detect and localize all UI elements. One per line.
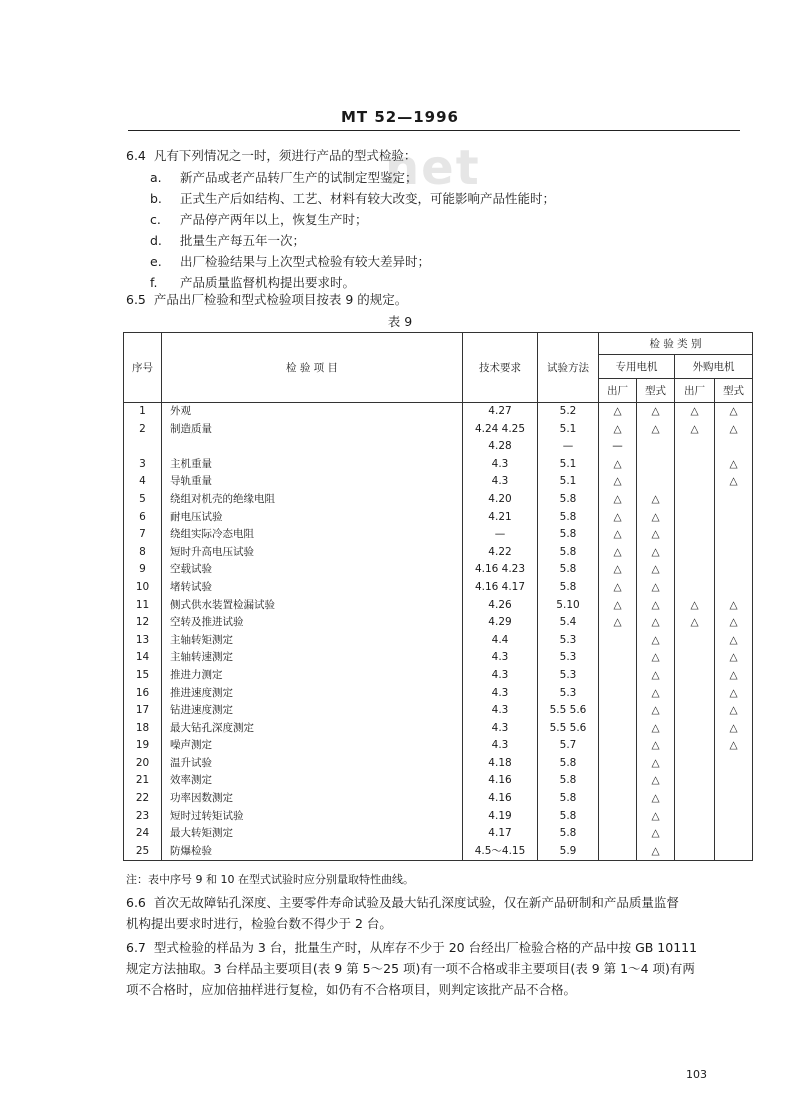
cell-purchased-type: △ bbox=[715, 720, 753, 738]
cell-item: 最大转矩测定 bbox=[162, 825, 463, 843]
cell-req: 4.21 bbox=[463, 509, 538, 527]
cell-seq: 7 bbox=[124, 526, 162, 544]
table-row bbox=[124, 526, 753, 544]
table-row bbox=[124, 667, 753, 685]
cell-req: 4.26 bbox=[463, 597, 538, 615]
cell-seq: 2 bbox=[124, 421, 162, 439]
table-row bbox=[124, 825, 753, 843]
cell-seq: 21 bbox=[124, 772, 162, 790]
cell-special-factory bbox=[599, 790, 637, 808]
cell-purchased-type: △ bbox=[715, 473, 753, 491]
section-text: 产品出厂检验和型式检验项目按表 9 的规定。 bbox=[153, 292, 408, 307]
col-header-factory: 出厂 bbox=[599, 379, 637, 403]
cell-req: 4.3 bbox=[463, 456, 538, 474]
header-rule bbox=[128, 130, 740, 131]
cell-req: — bbox=[463, 526, 538, 544]
cell-purchased-factory bbox=[675, 755, 715, 773]
cell-method: 5.8 bbox=[538, 526, 599, 544]
cell-req: 4.24 4.25 bbox=[463, 421, 538, 439]
cell-special-type: △ bbox=[637, 790, 675, 808]
table-row bbox=[124, 737, 753, 755]
cell-req: 4.4 bbox=[463, 632, 538, 650]
cell-purchased-factory bbox=[675, 632, 715, 650]
cell-seq: 13 bbox=[124, 632, 162, 650]
cell-purchased-factory: △ bbox=[675, 614, 715, 632]
cell-purchased-type: △ bbox=[715, 632, 753, 650]
cell-special-factory bbox=[599, 685, 637, 703]
cell-seq: 14 bbox=[124, 649, 162, 667]
cell-purchased-type: △ bbox=[715, 702, 753, 720]
table-row bbox=[124, 632, 753, 650]
list-item: f. 产品质量监督机构提出要求时。 bbox=[150, 275, 356, 290]
cell-req: 4.20 bbox=[463, 491, 538, 509]
cell-item: 空载试验 bbox=[162, 561, 463, 579]
cell-special-type: △ bbox=[637, 491, 675, 509]
col-header-seq: 序号 bbox=[124, 333, 162, 403]
table-row bbox=[124, 843, 753, 861]
cell-method: 5.10 bbox=[538, 597, 599, 615]
cell-req: 4.3 bbox=[463, 720, 538, 738]
cell-method: 5.8 bbox=[538, 772, 599, 790]
col-header-purchased: 外购电机 bbox=[675, 355, 753, 379]
cell-method: 5.8 bbox=[538, 808, 599, 826]
cell-special-factory: △ bbox=[599, 544, 637, 562]
cell-special-type: △ bbox=[637, 579, 675, 597]
table-row bbox=[124, 421, 753, 439]
cell-purchased-factory: △ bbox=[675, 421, 715, 439]
cell-item: 绕组对机壳的绝缘电阻 bbox=[162, 491, 463, 509]
cell-purchased-factory bbox=[675, 772, 715, 790]
cell-method: 5.2 bbox=[538, 403, 599, 421]
table-row bbox=[124, 456, 753, 474]
cell-special-factory bbox=[599, 702, 637, 720]
cell-purchased-type: △ bbox=[715, 403, 753, 421]
cell-method: 5.8 bbox=[538, 544, 599, 562]
cell-seq: 25 bbox=[124, 843, 162, 861]
cell-seq: 10 bbox=[124, 579, 162, 597]
section-number: 6.4 bbox=[126, 148, 146, 163]
cell-purchased-type: △ bbox=[715, 737, 753, 755]
cell-method: 5.8 bbox=[538, 790, 599, 808]
cell-purchased-factory bbox=[675, 491, 715, 509]
section-6-6 bbox=[126, 893, 679, 913]
cell-method: 5.8 bbox=[538, 509, 599, 527]
cell-purchased-type bbox=[715, 491, 753, 509]
cell-special-type: △ bbox=[637, 825, 675, 843]
cell-special-type: △ bbox=[637, 421, 675, 439]
cell-special-factory: △ bbox=[599, 403, 637, 421]
paragraph-line: 规定方法抽取。3 台样品主要项目(表 9 第 5～25 项)有一项不合格或非主要项目(表 9 第 1～4 项)有两 bbox=[126, 961, 695, 976]
cell-item: 外观 bbox=[162, 403, 463, 421]
cell-purchased-factory bbox=[675, 544, 715, 562]
cell-method: 5.8 bbox=[538, 491, 599, 509]
cell-req: 4.16 bbox=[463, 790, 538, 808]
cell-item: 噪声测定 bbox=[162, 737, 463, 755]
paragraph-line: 项不合格时，应加倍抽样进行复检，如仍有不合格项目，则判定该批产品不合格。 bbox=[126, 982, 577, 997]
cell-purchased-factory bbox=[675, 456, 715, 474]
cell-purchased-type: △ bbox=[715, 421, 753, 439]
section-number: 6.6 bbox=[126, 895, 146, 910]
watermark: net bbox=[385, 140, 481, 196]
cell-req: 4.16 4.23 bbox=[463, 561, 538, 579]
cell-special-type: △ bbox=[637, 509, 675, 527]
section-number: 6.7 bbox=[126, 940, 146, 955]
cell-purchased-factory bbox=[675, 561, 715, 579]
cell-seq: 17 bbox=[124, 702, 162, 720]
cell-method: 5.9 bbox=[538, 843, 599, 861]
cell-seq: 3 bbox=[124, 456, 162, 474]
cell-special-type: △ bbox=[637, 702, 675, 720]
cell-item: 效率测定 bbox=[162, 772, 463, 790]
cell-item: 主轴转速测定 bbox=[162, 649, 463, 667]
cell-item: 侧式供水装置检漏试验 bbox=[162, 597, 463, 615]
table-row bbox=[124, 649, 753, 667]
table-row bbox=[124, 685, 753, 703]
cell-purchased-type bbox=[715, 438, 753, 456]
col-header-type: 型式 bbox=[637, 379, 675, 403]
cell-special-type bbox=[637, 473, 675, 491]
table-row bbox=[124, 614, 753, 632]
list-item: a. 新产品或老产品转厂生产的试制定型鉴定； bbox=[150, 170, 418, 185]
list-item: b. 正式生产后如结构、工艺、材料有较大改变，可能影响产品性能时； bbox=[150, 191, 556, 206]
cell-purchased-type bbox=[715, 509, 753, 527]
cell-req: 4.17 bbox=[463, 825, 538, 843]
cell-purchased-type: △ bbox=[715, 685, 753, 703]
cell-special-type: △ bbox=[637, 649, 675, 667]
table-row bbox=[124, 438, 753, 456]
cell-special-factory bbox=[599, 667, 637, 685]
cell-purchased-factory bbox=[675, 825, 715, 843]
cell-item: 功率因数测定 bbox=[162, 790, 463, 808]
cell-seq: 5 bbox=[124, 491, 162, 509]
cell-req: 4.3 bbox=[463, 702, 538, 720]
cell-seq: 19 bbox=[124, 737, 162, 755]
table-row bbox=[124, 702, 753, 720]
table-row bbox=[124, 808, 753, 826]
cell-req: 4.29 bbox=[463, 614, 538, 632]
cell-purchased-type bbox=[715, 790, 753, 808]
cell-purchased-type bbox=[715, 843, 753, 861]
cell-item: 短时升高电压试验 bbox=[162, 544, 463, 562]
cell-req: 4.22 bbox=[463, 544, 538, 562]
cell-purchased-type bbox=[715, 825, 753, 843]
col-header-item: 检 验 项 目 bbox=[162, 333, 463, 403]
cell-special-factory: △ bbox=[599, 421, 637, 439]
cell-purchased-factory bbox=[675, 720, 715, 738]
cell-special-type: △ bbox=[637, 544, 675, 562]
cell-method: 5.5 5.6 bbox=[538, 702, 599, 720]
cell-req: 4.3 bbox=[463, 473, 538, 491]
cell-method: 5.8 bbox=[538, 825, 599, 843]
cell-method: 5.1 bbox=[538, 421, 599, 439]
cell-item: 防爆检验 bbox=[162, 843, 463, 861]
cell-seq: 24 bbox=[124, 825, 162, 843]
cell-seq: 1 bbox=[124, 403, 162, 421]
cell-special-type: △ bbox=[637, 597, 675, 615]
cell-special-factory: △ bbox=[599, 509, 637, 527]
cell-item: 短时过转矩试验 bbox=[162, 808, 463, 826]
cell-purchased-type: △ bbox=[715, 667, 753, 685]
cell-purchased-factory bbox=[675, 526, 715, 544]
paragraph-line: 型式检验的样品为 3 台，批量生产时，从库存不少于 20 台经出厂检验合格的产品中按 GB 10111 bbox=[153, 940, 698, 955]
cell-item: 钻进速度测定 bbox=[162, 702, 463, 720]
cell-special-factory bbox=[599, 632, 637, 650]
table-body bbox=[124, 403, 753, 861]
table-row bbox=[124, 473, 753, 491]
cell-seq: 18 bbox=[124, 720, 162, 738]
cell-method: 5.1 bbox=[538, 473, 599, 491]
cell-special-factory bbox=[599, 772, 637, 790]
cell-seq: 15 bbox=[124, 667, 162, 685]
cell-req: 4.5～4.15 bbox=[463, 843, 538, 861]
cell-special-type: △ bbox=[637, 685, 675, 703]
table-row bbox=[124, 561, 753, 579]
table-row bbox=[124, 597, 753, 615]
cell-item: 主轴转矩测定 bbox=[162, 632, 463, 650]
cell-special-type: △ bbox=[637, 737, 675, 755]
cell-special-type: △ bbox=[637, 843, 675, 861]
cell-method: 5.3 bbox=[538, 667, 599, 685]
table-row bbox=[124, 772, 753, 790]
cell-seq: 11 bbox=[124, 597, 162, 615]
cell-item: 导轨重量 bbox=[162, 473, 463, 491]
cell-special-factory: △ bbox=[599, 597, 637, 615]
cell-special-factory bbox=[599, 649, 637, 667]
cell-special-type bbox=[637, 456, 675, 474]
cell-purchased-factory bbox=[675, 808, 715, 826]
cell-item: 温升试验 bbox=[162, 755, 463, 773]
cell-method: 5.8 bbox=[538, 579, 599, 597]
cell-special-factory bbox=[599, 808, 637, 826]
paragraph-line: 首次无故障钻孔深度、主要零件寿命试验及最大钻孔深度试验，仅在新产品研制和产品质量监督 bbox=[153, 895, 679, 910]
table-row bbox=[124, 544, 753, 562]
table-row bbox=[124, 790, 753, 808]
table-row bbox=[124, 403, 753, 421]
cell-seq: 12 bbox=[124, 614, 162, 632]
col-header-method: 试验方法 bbox=[538, 333, 599, 403]
table-row bbox=[124, 491, 753, 509]
cell-seq: 6 bbox=[124, 509, 162, 527]
cell-req: 4.28 bbox=[463, 438, 538, 456]
cell-item: 绕组实际冷态电阻 bbox=[162, 526, 463, 544]
cell-special-type: △ bbox=[637, 561, 675, 579]
cell-seq: 4 bbox=[124, 473, 162, 491]
cell-special-factory: △ bbox=[599, 526, 637, 544]
cell-special-type: △ bbox=[637, 772, 675, 790]
cell-seq: 9 bbox=[124, 561, 162, 579]
col-header-special: 专用电机 bbox=[599, 355, 675, 379]
table-caption: 表 9 bbox=[387, 314, 413, 329]
cell-seq: 23 bbox=[124, 808, 162, 826]
cell-purchased-type: △ bbox=[715, 649, 753, 667]
cell-req: 4.3 bbox=[463, 667, 538, 685]
cell-seq: 22 bbox=[124, 790, 162, 808]
cell-special-type: △ bbox=[637, 720, 675, 738]
cell-method: — bbox=[538, 438, 599, 456]
cell-method: 5.3 bbox=[538, 632, 599, 650]
cell-purchased-factory bbox=[675, 737, 715, 755]
table-note: 注：表中序号 9 和 10 在型式试验时应分别量取特性曲线。 bbox=[126, 873, 414, 886]
cell-req: 4.3 bbox=[463, 649, 538, 667]
cell-special-factory bbox=[599, 825, 637, 843]
cell-req: 4.16 bbox=[463, 772, 538, 790]
cell-seq bbox=[124, 438, 162, 456]
col-header-factory: 出厂 bbox=[675, 379, 715, 403]
cell-purchased-factory bbox=[675, 843, 715, 861]
cell-purchased-factory bbox=[675, 790, 715, 808]
cell-req: 4.3 bbox=[463, 685, 538, 703]
cell-purchased-factory bbox=[675, 473, 715, 491]
inspection-table bbox=[123, 332, 753, 861]
cell-special-type: △ bbox=[637, 755, 675, 773]
cell-special-factory: △ bbox=[599, 491, 637, 509]
page-header: MT 52—1996 bbox=[340, 108, 459, 126]
cell-special-factory bbox=[599, 720, 637, 738]
cell-purchased-type bbox=[715, 544, 753, 562]
cell-purchased-factory: △ bbox=[675, 597, 715, 615]
cell-seq: 20 bbox=[124, 755, 162, 773]
cell-special-type bbox=[637, 438, 675, 456]
cell-req: 4.27 bbox=[463, 403, 538, 421]
section-number: 6.5 bbox=[126, 292, 146, 307]
cell-method: 5.1 bbox=[538, 456, 599, 474]
cell-special-type: △ bbox=[637, 632, 675, 650]
cell-special-factory bbox=[599, 737, 637, 755]
cell-purchased-factory bbox=[675, 579, 715, 597]
cell-method: 5.7 bbox=[538, 737, 599, 755]
cell-req: 4.3 bbox=[463, 737, 538, 755]
cell-purchased-type: △ bbox=[715, 456, 753, 474]
cell-item: 最大钻孔深度测定 bbox=[162, 720, 463, 738]
cell-special-factory bbox=[599, 755, 637, 773]
cell-item: 制造质量 bbox=[162, 421, 463, 439]
cell-special-factory bbox=[599, 843, 637, 861]
cell-purchased-type bbox=[715, 579, 753, 597]
cell-item: 主机重量 bbox=[162, 456, 463, 474]
cell-method: 5.4 bbox=[538, 614, 599, 632]
cell-purchased-type bbox=[715, 755, 753, 773]
cell-req: 4.18 bbox=[463, 755, 538, 773]
cell-item: 耐电压试验 bbox=[162, 509, 463, 527]
list-item: d. 批量生产每五年一次； bbox=[150, 233, 306, 248]
cell-method: 5.8 bbox=[538, 755, 599, 773]
cell-special-type: △ bbox=[637, 808, 675, 826]
cell-purchased-type: △ bbox=[715, 597, 753, 615]
cell-req: 4.16 4.17 bbox=[463, 579, 538, 597]
cell-item: 空转及推进试验 bbox=[162, 614, 463, 632]
col-header-req: 技术要求 bbox=[463, 333, 538, 403]
cell-purchased-factory bbox=[675, 509, 715, 527]
cell-special-type: △ bbox=[637, 526, 675, 544]
cell-purchased-type bbox=[715, 808, 753, 826]
table-row bbox=[124, 720, 753, 738]
table-row bbox=[124, 579, 753, 597]
cell-method: 5.3 bbox=[538, 649, 599, 667]
cell-method: 5.5 5.6 bbox=[538, 720, 599, 738]
cell-purchased-factory bbox=[675, 667, 715, 685]
table-row bbox=[124, 509, 753, 527]
cell-purchased-type bbox=[715, 772, 753, 790]
section-6-7 bbox=[126, 938, 697, 958]
cell-purchased-factory: △ bbox=[675, 403, 715, 421]
cell-purchased-type: △ bbox=[715, 614, 753, 632]
cell-item bbox=[162, 438, 463, 456]
cell-purchased-factory bbox=[675, 685, 715, 703]
section-6-4 bbox=[126, 146, 416, 166]
paragraph-line: 机构提出要求时进行，检验台数不得少于 2 台。 bbox=[126, 916, 392, 931]
col-header-category: 检 验 类 别 bbox=[599, 333, 753, 355]
cell-special-factory: △ bbox=[599, 473, 637, 491]
cell-special-type: △ bbox=[637, 614, 675, 632]
cell-special-factory: △ bbox=[599, 579, 637, 597]
cell-item: 推进力测定 bbox=[162, 667, 463, 685]
cell-purchased-type bbox=[715, 561, 753, 579]
cell-purchased-type bbox=[715, 526, 753, 544]
cell-special-factory: △ bbox=[599, 561, 637, 579]
list-item: e. 出厂检验结果与上次型式检验有较大差异时； bbox=[150, 254, 431, 269]
cell-method: 5.8 bbox=[538, 561, 599, 579]
cell-special-factory: — bbox=[599, 438, 637, 456]
cell-purchased-factory bbox=[675, 649, 715, 667]
cell-special-factory: △ bbox=[599, 456, 637, 474]
section-text: 凡有下列情况之一时，须进行产品的型式检验： bbox=[153, 148, 417, 163]
cell-method: 5.3 bbox=[538, 685, 599, 703]
cell-seq: 8 bbox=[124, 544, 162, 562]
page-number: 103 bbox=[686, 1068, 707, 1081]
cell-req: 4.19 bbox=[463, 808, 538, 826]
cell-special-factory: △ bbox=[599, 614, 637, 632]
col-header-type: 型式 bbox=[715, 379, 753, 403]
list-item: c. 产品停产两年以上，恢复生产时； bbox=[150, 212, 368, 227]
cell-item: 推进速度测定 bbox=[162, 685, 463, 703]
cell-item: 堵转试验 bbox=[162, 579, 463, 597]
section-6-5 bbox=[126, 290, 407, 310]
cell-seq: 16 bbox=[124, 685, 162, 703]
cell-purchased-factory bbox=[675, 702, 715, 720]
table-row bbox=[124, 755, 753, 773]
cell-special-type: △ bbox=[637, 403, 675, 421]
cell-purchased-factory bbox=[675, 438, 715, 456]
cell-special-type: △ bbox=[637, 667, 675, 685]
